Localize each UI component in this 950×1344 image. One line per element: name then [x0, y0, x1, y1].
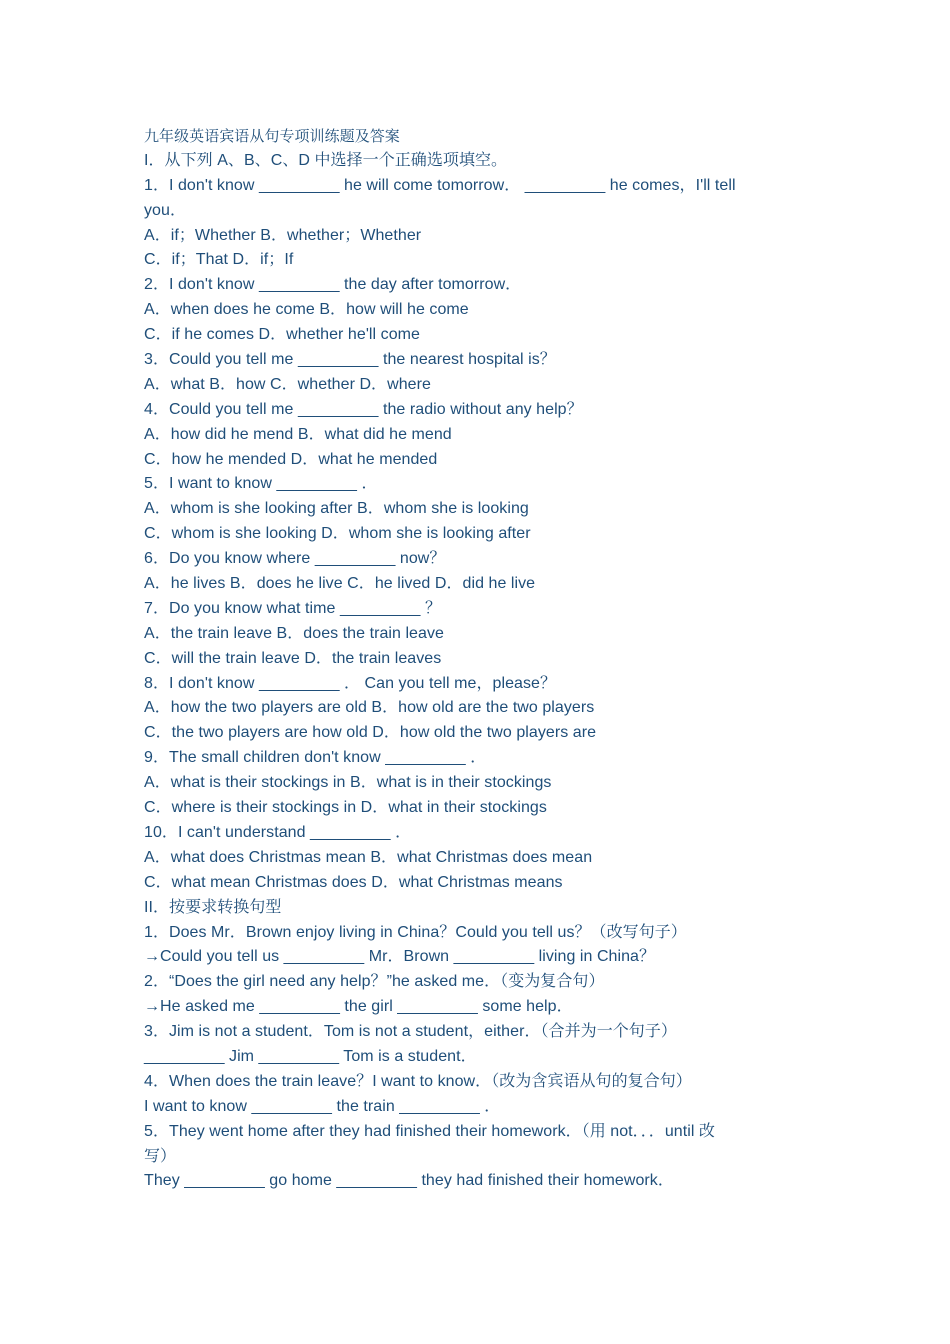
- question-line: 5．I want to know _________ ．: [144, 475, 378, 493]
- option-line: C．how he mended D．what he mended: [144, 450, 438, 468]
- option-line: A．he lives B．does he live C．he lived D．did he live: [144, 575, 536, 593]
- question-line: you．: [144, 201, 186, 219]
- option-line: C．what mean Christmas does D．what Christmas means: [144, 873, 563, 891]
- option-line: A．the train leave B．does the train leave: [144, 624, 444, 642]
- question-line: 8．I don't know _________ ． Can you tell me，please？: [144, 674, 557, 692]
- section-heading: II．按要求转换句型: [144, 898, 282, 916]
- answer-line: →He asked me _________ the girl _________ some help．: [144, 998, 573, 1016]
- option-line: C．the two players are how old D．how old the two players are: [144, 724, 597, 742]
- question-line: 4．Could you tell me _________ the radio without any help？: [144, 400, 583, 418]
- question-line: 写）: [144, 1147, 177, 1165]
- question-line: 2．I don't know _________ the day after tomorrow．: [144, 276, 522, 294]
- answer-line: They _________ go home _________ they had finished their homework．: [144, 1172, 674, 1190]
- document-title: 九年级英语宾语从句专项训练题及答案: [144, 127, 400, 145]
- question-line: 3．Jim is not a student．Tom is not a student，either．（合并为一个句子）: [144, 1023, 677, 1041]
- option-line: A．when does he come B．how will he come: [144, 301, 469, 319]
- option-line: A．what does Christmas mean B．what Christmas does mean: [144, 848, 593, 866]
- question-line: 10．I can't understand _________ ．: [144, 823, 412, 841]
- option-line: A．what B．how C．whether D．where: [144, 375, 431, 393]
- option-line: C．whom is she looking D．whom she is looking after: [144, 525, 531, 543]
- answer-line: →Could you tell us _________ Mr．Brown _________ living in China？: [144, 948, 656, 966]
- question-line: 3．Could you tell me _________ the nearest hospital is？: [144, 351, 556, 369]
- answer-line: I want to know _________ the train _________ ．: [144, 1097, 501, 1115]
- option-line: A．how the two players are old B．how old are the two players: [144, 699, 595, 717]
- answer-line: _________ Jim _________ Tom is a student．: [144, 1047, 477, 1065]
- question-line: 2．“Does the girl need any help？”he asked me．（变为复合句）: [144, 973, 605, 991]
- section-heading: I．从下列 A、B、C、D 中选择一个正确选项填空。: [144, 151, 508, 169]
- option-line: C．will the train leave D．the train leaves: [144, 649, 442, 667]
- question-line: 1．I don't know _________ he will come tomorrow． _________ he comes，I'll tell: [144, 176, 736, 194]
- option-line: A．whom is she looking after B．whom she is looking: [144, 500, 529, 518]
- question-line: 4．When does the train leave？I want to know．（改为含宾语从句的复合句）: [144, 1072, 692, 1090]
- document-body: [144, 124, 784, 1194]
- option-line: A．how did he mend B．what did he mend: [144, 425, 452, 443]
- option-line: C．if he comes D．whether he'll come: [144, 326, 420, 344]
- question-line: 1．Does Mr．Brown enjoy living in China？Could you tell us？（改写句子）: [144, 923, 687, 941]
- question-line: 9．The small children don't know _________ ．: [144, 749, 487, 767]
- option-line: A．what is their stockings in B．what is in their stockings: [144, 774, 552, 792]
- option-line: C．where is their stockings in D．what in their stockings: [144, 799, 547, 817]
- question-line: 7．Do you know what time _________ ？: [144, 599, 442, 617]
- question-line: 5．They went home after they had finished their homework．（用 not．．．until 改: [144, 1122, 715, 1140]
- option-line: A．if；Whether B．whether；Whether: [144, 226, 422, 244]
- option-line: C．if；That D．if；If: [144, 251, 294, 269]
- question-line: 6．Do you know where _________ now？: [144, 550, 446, 568]
